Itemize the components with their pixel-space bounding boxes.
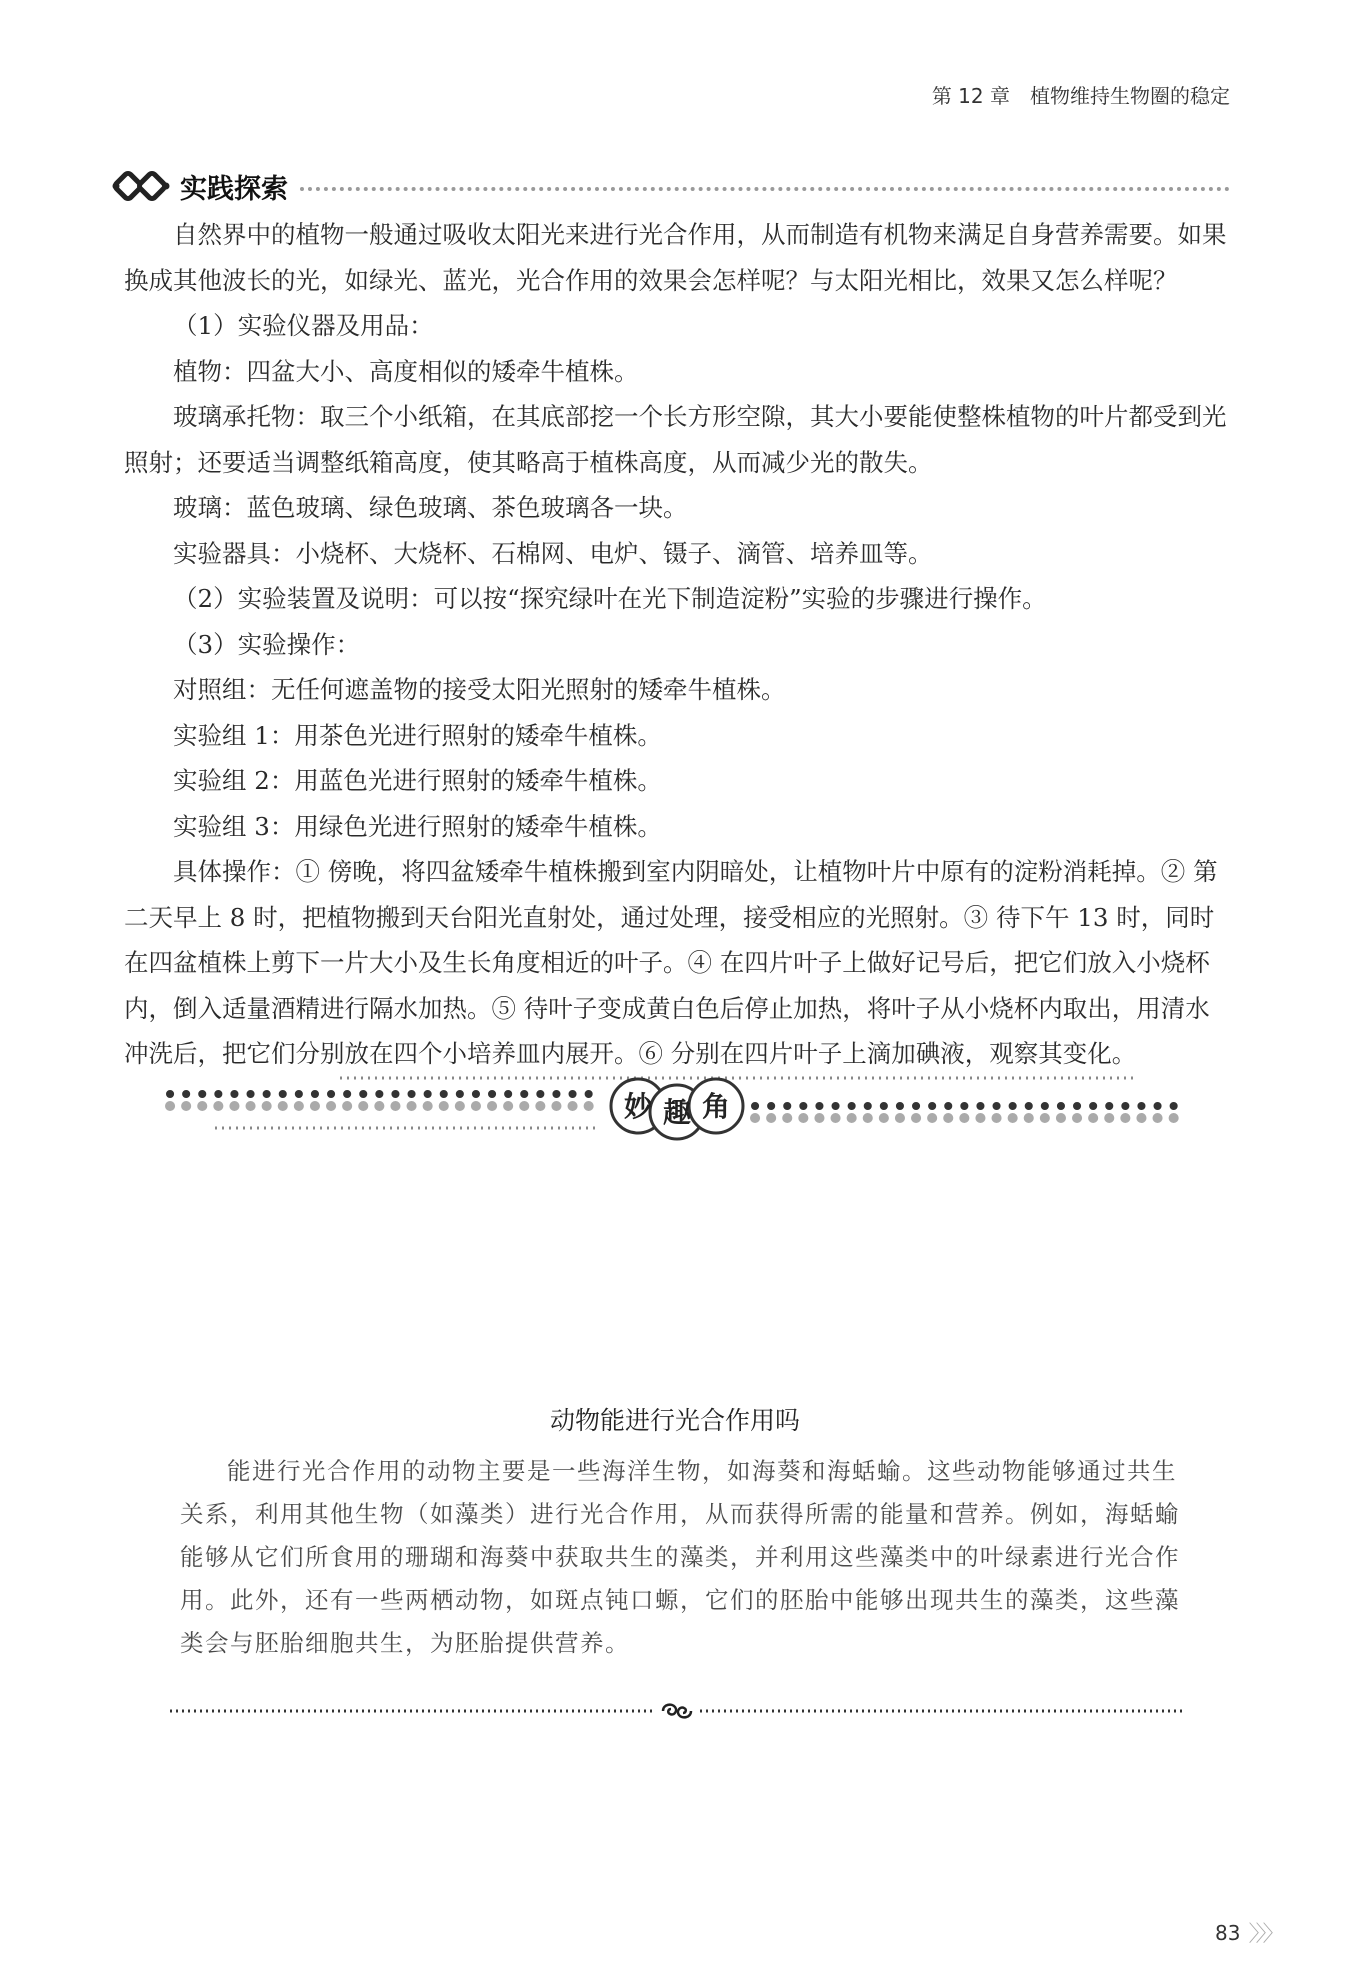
- body-paragraph: 植物：四盆大小、高度相似的矮牵牛植株。: [173, 356, 639, 386]
- page-footer: [1215, 1917, 1280, 1948]
- fun-corner-paragraph: 能进行光合作用的动物主要是一些海洋生物，如海葵和海蛞蝓。这些动物能够通过共生关系，利用其他生物（如藻类）进行光合作用，从而获得所需的能量和营养。例如，海蛞蝓能够从它们所食用的珊瑚和海葵中获取共生的藻类，并利用这些藻类中的叶绿素进行光合作用。此外，还有一些两栖动物，如斑点钝口螈，它们的胚胎中能够出现共生的藻类，这些藻类会与胚胎细胞共生，为胚胎提供营养。: [180, 1457, 1180, 1657]
- body-paragraph: 实验组 1：用茶色光进行照射的矮牵牛植株。: [173, 720, 662, 750]
- body-paragraph: 实验组 2：用蓝色光进行照射的矮牵牛植株。: [173, 766, 662, 795]
- badge-char: 妙: [623, 1090, 653, 1123]
- badge-char: 角: [701, 1090, 731, 1123]
- main-body: [124, 212, 1232, 1077]
- intro-paragraph: 自然界中的植物一般通过吸收太阳光来进行光合作用，从而制造有机物来满足自身营养需要。如果换成其他波长的光，如绿光、蓝光，光合作用的效果会怎样呢？与太阳光相比，效果又怎么样呢？: [124, 220, 1227, 295]
- fun-corner-banner: [165, 1070, 1190, 1160]
- badge-char: 趣: [662, 1096, 692, 1129]
- fun-corner-footer: [170, 1700, 1185, 1722]
- fun-corner-body: [180, 1450, 1190, 1665]
- body-paragraph: 实验组 3：用绿色光进行照射的矮牵牛植株。: [173, 811, 662, 841]
- page-number: 83: [1215, 1920, 1241, 1945]
- body-paragraph: 对照组：无任何遮盖物的接受太阳光照射的矮牵牛植株。: [173, 675, 786, 704]
- body-paragraph: （1）实验仪器及用品：: [173, 311, 434, 340]
- fun-corner-title: 动物能进行光合作用吗: [549, 1406, 800, 1435]
- swirl-ornament-icon: [663, 1705, 691, 1718]
- body-paragraph: 玻璃：蓝色玻璃、绿色玻璃、茶色玻璃各一块。: [173, 493, 688, 522]
- section-title: 实践探索: [180, 173, 288, 205]
- procedure-paragraph: 具体操作：① 傍晚，将四盆矮牵牛植株搬到室内阴暗处，让植物叶片中原有的淀粉消耗掉。② 第二天早上 8 时，把植物搬到天台阳光直射处，通过处理，接受相应的光照射。③ 待下午 13 时，同时在四盆植株上剪下一片大小及生长角度相近的叶子。④ 在四片叶子上做好记号后，把它们放入小烧杯内，倒入适量酒精进行隔水加热。⑤ 待叶子变成黄白色后停止加热，将叶子从小烧杯内取出，用清水冲洗后，把它们分别放在四个小培养皿内展开。⑥ 分别在四片叶子上滴加碘液，观察其变化。: [124, 857, 1218, 1068]
- body-paragraph: 实验器具：小烧杯、大烧杯、石棉网、电炉、镊子、滴管、培养皿等。: [173, 538, 933, 568]
- section-badge-icon: [112, 169, 170, 203]
- body-paragraph: （2）实验装置及说明：可以按“探究绿叶在光下制造淀粉”实验的步骤进行操作。: [173, 584, 1047, 613]
- section-heading: [112, 166, 1230, 206]
- body-paragraph: （3）实验操作：: [173, 629, 361, 659]
- section-divider: [300, 187, 1230, 191]
- body-paragraph: 玻璃承托物：取三个小纸箱，在其底部挖一个长方形空隙，其大小要能使整株植物的叶片都受到光照射；还要适当调整纸箱高度，使其略高于植株高度，从而减少光的散失。: [124, 402, 1227, 477]
- running-header: 第 12 章 植物维持生物圈的稳定: [931, 84, 1230, 108]
- fun-corner-badge: [611, 1079, 743, 1139]
- page-arrows-icon: 〉〉〉: [1248, 1922, 1281, 1947]
